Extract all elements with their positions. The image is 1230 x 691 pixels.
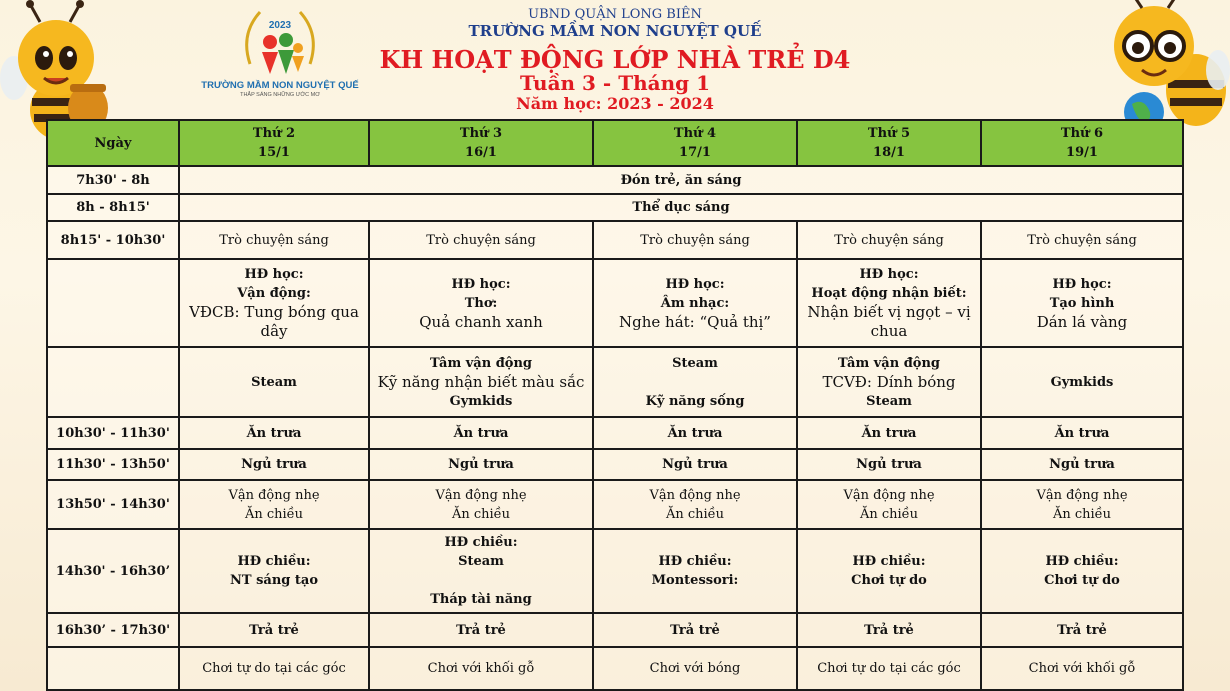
logo-slogan: THẮP SÁNG NHỮNG ƯỚC MƠ [240,92,320,98]
activity-cell: Steam [179,347,369,417]
time-slot: 8h15' - 10h30' [47,221,179,259]
day-date: 18/1 [873,145,905,160]
cell-line: Nhận biết vị ngọt – vị chua [807,303,971,340]
cell-line: Montessori: [651,573,739,588]
cell-line: Steam [458,554,504,569]
activity-cell: Ăn trưa [797,417,981,449]
table-row [47,259,1183,347]
cell-line: HĐ chiều: [658,554,732,569]
cell-line: Âm nhạc: [660,295,730,311]
activity-cell: Trả trẻ [593,613,797,647]
activity-cell [797,347,981,417]
activity-cell [593,480,797,529]
cell-line: Quả chanh xanh [419,312,543,331]
activity-cell [369,480,593,529]
activity-cell [179,259,369,347]
table-header-row [47,120,1183,166]
logo-school-name: TRƯỜNG MẦM NON NGUYỆT QUẾ [201,80,359,91]
time-slot: 10h30' - 11h30' [47,417,179,449]
page-title: KH HOẠT ĐỘNG LỚP NHÀ TRẺ D4 [379,45,851,74]
cell-line: Dán lá vàng [1036,312,1128,331]
activity-cell: Chơi với bóng [593,647,797,690]
time-slot: 7h30' - 8h [47,166,179,194]
table-row [47,480,1183,529]
activity-cell: Trò chuyện sáng [179,221,369,259]
day-name: Thứ 6 [1060,126,1104,141]
day-header: Ngày [47,120,179,166]
activity-cell [981,480,1183,529]
activity-cell [369,259,593,347]
cell-line: Kỹ năng nhận biết màu sắc [377,372,585,391]
activity-cell: Trả trẻ [797,613,981,647]
cell-line: NT sáng tạo [230,573,318,588]
activity-cell [593,529,797,613]
cell-line: Vận động nhẹ [843,487,935,503]
cell-line: HĐ chiều: [237,554,311,569]
cell-line: Ăn chiều [451,506,511,522]
page-header [0,0,1230,118]
cell-line: Chơi tự do [851,573,927,588]
cell-line: Nghe hát: “Quả thị” [619,312,771,331]
day-name: Thứ 3 [459,126,503,141]
activity-cell: Trả trẻ [179,613,369,647]
table-row [47,347,1183,417]
time-slot [47,259,179,347]
activity-cell: Thể dục sáng [179,194,1183,221]
cell-line: Steam [672,355,718,371]
activity-cell: Trả trẻ [369,613,593,647]
activity-cell [179,480,369,529]
table-row [47,613,1183,647]
cell-line: Ăn chiều [244,506,304,522]
activity-cell: Chơi tự do tại các góc [179,647,369,690]
day-column-tue [369,120,593,166]
cell-line: Ăn chiều [665,506,725,522]
table-row [47,529,1183,613]
cell-line: HĐ chiều: [852,554,926,569]
day-column-wed [593,120,797,166]
cell-line: Steam [866,393,912,409]
cell-line: Gymkids [449,393,513,409]
day-column-thu [797,120,981,166]
activity-cell [797,480,981,529]
activity-cell: Trò chuyện sáng [593,221,797,259]
table-row [47,221,1183,259]
district-name: UBND QUẬN LONG BIÊN [528,7,702,22]
cell-line: Vận động: [237,286,311,301]
cell-line: Ăn chiều [1052,506,1112,522]
activity-cell: Ăn trưa [981,417,1183,449]
activity-cell [369,347,593,417]
cell-line: HĐ học: [1052,276,1112,292]
table-row [47,647,1183,690]
time-slot: 16h30’ - 17h30' [47,613,179,647]
activity-cell [593,347,797,417]
school-year: Năm học: 2023 - 2024 [516,94,714,113]
cell-line: Chơi tự do [1044,573,1120,588]
activity-cell: Chơi với khối gỗ [981,647,1183,690]
time-slot [47,347,179,417]
logo-year: 2023 [268,20,292,31]
activity-cell: Ngủ trưa [981,449,1183,480]
activity-cell: Chơi với khối gỗ [369,647,593,690]
schedule-table [46,119,1184,691]
school-name: TRƯỜNG MẦM NON NGUYỆT QUẾ [468,22,762,40]
day-name: Thứ 4 [673,126,717,141]
table-row [47,166,1183,194]
cell-line: Tâm vận động [429,355,533,371]
activity-cell: Trò chuyện sáng [369,221,593,259]
cell-line: Kỹ năng sống [645,393,745,409]
activity-cell: Chơi tự do tại các góc [797,647,981,690]
activity-cell: Ngủ trưa [593,449,797,480]
cell-line: Hoạt động nhận biết: [811,286,967,301]
cell-line: HĐ học: [859,267,919,282]
cell-line: HĐ học: [451,276,511,292]
table-row [47,417,1183,449]
table-row [47,194,1183,221]
cell-line: VĐCB: Tung bóng qua dây [189,303,359,340]
activity-cell [593,259,797,347]
activity-cell [179,529,369,613]
time-slot: 8h - 8h15' [47,194,179,221]
activity-cell: Ngủ trưa [179,449,369,480]
cell-line: Vận động nhẹ [435,487,527,503]
cell-line: TCVĐ: Dính bóng [822,372,956,391]
activity-cell: Ngủ trưa [369,449,593,480]
time-slot: 11h30' - 13h50' [47,449,179,480]
cell-line: Ăn chiều [859,506,919,522]
cell-line: Thơ: [464,295,498,311]
activity-cell: Ăn trưa [593,417,797,449]
cell-line: Vận động nhẹ [1036,487,1128,503]
day-date: 17/1 [679,145,711,160]
time-slot: 13h50' - 14h30' [47,480,179,529]
day-date: 19/1 [1066,145,1098,160]
activity-cell [797,259,981,347]
activity-cell [369,529,593,613]
day-date: 15/1 [258,145,290,160]
cell-line: Vận động nhẹ [649,487,741,503]
activity-cell: Trò chuyện sáng [797,221,981,259]
cell-line: Tâm vận động [837,355,941,371]
activity-cell: Ngủ trưa [797,449,981,480]
week-label: Tuần 3 - Tháng 1 [520,71,710,95]
cell-line: HĐ học: [244,267,304,282]
activity-cell: Trả trẻ [981,613,1183,647]
day-name: Thứ 5 [867,126,911,141]
activity-cell: Ăn trưa [369,417,593,449]
activity-cell [981,259,1183,347]
day-column-mon [179,120,369,166]
cell-line: Tháp tài năng [430,592,532,607]
activity-cell [797,529,981,613]
day-name: Thứ 2 [252,126,296,141]
time-slot [47,647,179,690]
activity-cell: Gymkids [981,347,1183,417]
table-row [47,449,1183,480]
activity-cell: Trò chuyện sáng [981,221,1183,259]
cell-line: HĐ chiều: [444,535,518,550]
activity-cell: Đón trẻ, ăn sáng [179,166,1183,194]
time-slot: 14h30' - 16h30’ [47,529,179,613]
cell-line: Vận động nhẹ [228,487,320,503]
activity-cell [981,529,1183,613]
day-column-fri [981,120,1183,166]
cell-line: HĐ chiều: [1045,554,1119,569]
activity-cell: Ăn trưa [179,417,369,449]
cell-line: Tạo hình [1049,295,1115,311]
day-date: 16/1 [465,145,497,160]
cell-line: HĐ học: [665,276,725,292]
